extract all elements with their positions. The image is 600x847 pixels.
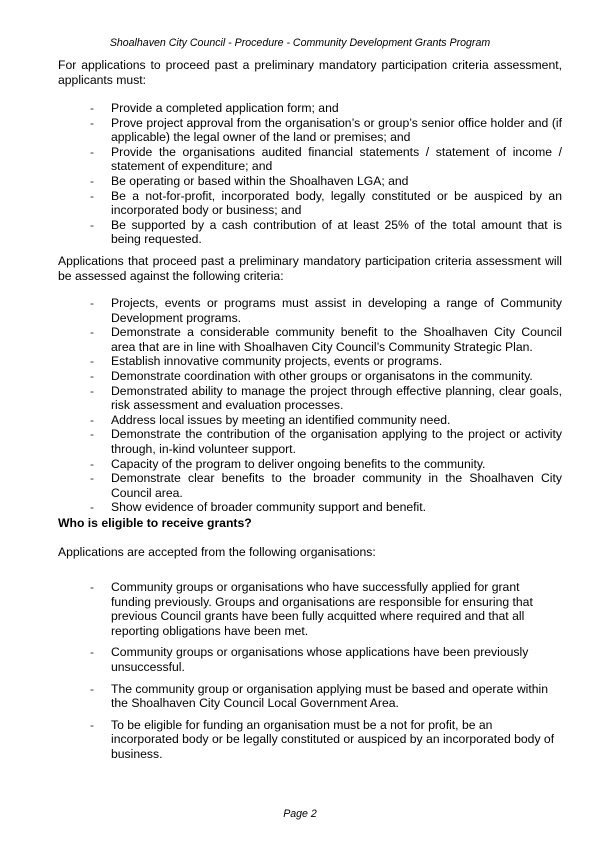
list-item: - The community group or organisation applying must be based and operate within the Shoalhaven City Council Local Government Area. [90, 681, 548, 711]
bullet-dash: - [90, 500, 95, 515]
bullet-dash: - [90, 115, 95, 130]
list-item: - Demonstrate clear benefits to the broader community in the Shoalhaven City Council area. [90, 471, 562, 500]
list-item: - Be supported by a cash contribution of at least 25% of the total amount that is being requested. [90, 217, 562, 247]
bullet-dash: - [90, 296, 95, 310]
assessment-criteria-list [58, 296, 562, 515]
list-item: - Demonstrated ability to manage the project through effective planning, clear goals, risk assessment and evaluation processes. [90, 383, 562, 413]
intro-paragraph-2: Applications that proceed past a preliminary mandatory participation criteria assessment will be assessed against the following criteria: [58, 254, 562, 283]
list-item: - Provide the organisations audited financial statements / statement of income / statement of expenditure; and [90, 144, 562, 174]
bullet-dash: - [90, 144, 95, 159]
bullet-dash: - [90, 217, 95, 232]
list-item: - Demonstrate coordination with other groups or organisatons in the community. [90, 368, 533, 383]
bullet-dash: - [90, 173, 95, 188]
page-number: Page 2 [283, 808, 317, 820]
bullet-dash: - [90, 717, 95, 732]
list-item: - Provide a completed application form; and [90, 101, 339, 115]
intro-paragraph-1: For applications to proceed past a preliminary mandatory participation criteria assessment, applicants must: [58, 58, 562, 87]
bullet-dash: - [90, 645, 95, 660]
list-item: - Projects, events or programs must assist in developing a range of Community Development programs. [90, 296, 562, 325]
section-heading: Who is eligible to receive grants? [58, 516, 252, 530]
list-item: - Address local issues by meeting an identified community need. [90, 412, 451, 427]
list-item: - Capacity of the program to deliver ongoing benefits to the community. [90, 456, 486, 471]
list-item: - To be eligible for funding an organisation must be a not for profit, be an incorporated body or be legally constituted or auspiced by an incorporated body of business. [90, 717, 555, 761]
eligible-organisations-list [58, 580, 562, 769]
list-item: - Be a not-for-profit, incorporated body, legally constituted or be auspiced by an incorporated body or business; and [90, 188, 562, 218]
bullet-dash: - [90, 325, 95, 340]
bullet-dash: - [90, 427, 95, 442]
bullet-dash: - [90, 368, 95, 383]
list-item: - Establish innovative community projects, events or programs. [90, 354, 443, 369]
list-item: - Community groups or organisations who have successfully applied for grant funding previously. Groups and organisations are responsible for ensuring that previous Council grants have been fully acquitted where required and that all reporting obligations have been met. [90, 580, 533, 638]
intro-paragraph-3: Applications are accepted from the following organisations: [58, 545, 376, 559]
mandatory-criteria-list [58, 101, 562, 247]
bullet-dash: - [90, 188, 95, 203]
bullet-dash: - [90, 101, 95, 115]
bullet-dash: - [90, 383, 95, 398]
list-item: - Demonstrate a considerable community benefit to the Shoalhaven City Council area that are in line with Shoalhaven City Council’s Community Strategic Plan. [90, 325, 562, 354]
list-item: - Show evidence of broader community support and benefit. [90, 500, 427, 515]
list-item: - Be operating or based within the Shoalhaven LGA; and [90, 173, 409, 188]
bullet-dash: - [90, 354, 95, 369]
page-header: Shoalhaven City Council - Procedure - Community Development Grants Program [109, 37, 491, 49]
bullet-dash: - [90, 580, 95, 594]
bullet-dash: - [90, 471, 95, 486]
list-item: - Prove project approval from the organisation’s or group’s senior office holder and (if applicable) the legal owner of the land or premises; and [90, 115, 562, 145]
bullet-dash: - [90, 456, 95, 471]
list-item: - Demonstrate the contribution of the organisation applying to the project or activity through, in-kind volunteer support. [90, 427, 562, 456]
bullet-dash: - [90, 681, 95, 696]
bullet-dash: - [90, 412, 95, 427]
list-item: - Community groups or organisations whose applications have been previously unsuccessful. [90, 645, 529, 674]
